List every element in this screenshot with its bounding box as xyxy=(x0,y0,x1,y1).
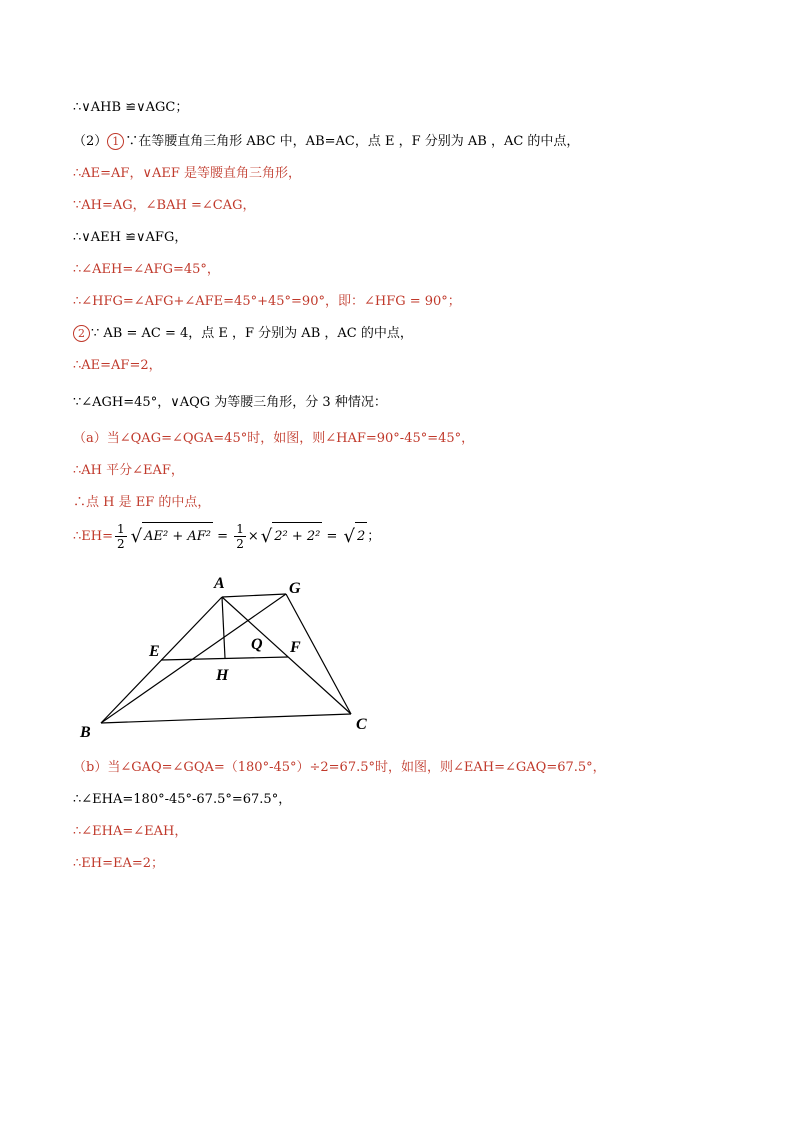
label-H: H xyxy=(216,667,229,684)
line-2: （2） 1 ∵在等腰直角三角形 ABC 中，AB=AC，点 E ，F 分别为 AB ，AC 的中点， xyxy=(73,134,580,149)
line-18: ∴EH=EA=2； xyxy=(73,856,165,871)
line-3: ∴AE=AF，∨AEF 是等腰直角三角形， xyxy=(73,166,301,181)
segment-BG xyxy=(101,594,286,723)
line-8: 2 ∵ AB = AC = 4，点 E ，F 分别为 AB ，AC 的中点， xyxy=(73,324,413,344)
radical-sign: √ xyxy=(260,525,273,547)
label-B: B xyxy=(80,724,91,741)
line-7: ∴∠HFG=∠AFG+∠AFE=45°+45°=90°，即：∠HFG = 90°； xyxy=(73,294,461,309)
line-12: ∴AH 平分∠EAF， xyxy=(73,463,184,478)
line-5: ∴∨AEH ≌∨AFG， xyxy=(73,230,188,245)
segment-AH xyxy=(222,597,225,658)
label-C: C xyxy=(356,716,367,733)
line-6: ∴∠AEH=∠AFG=45°， xyxy=(73,262,220,277)
line-13: ∴点 H 是 EF 的中点， xyxy=(73,495,211,510)
label-G: G xyxy=(289,580,301,597)
label-A: A xyxy=(214,575,225,592)
figure-lines xyxy=(101,594,351,723)
radical-sign: √ xyxy=(343,525,356,547)
radical-sign: √ xyxy=(130,525,143,547)
label-E: E xyxy=(149,643,160,660)
segment-AC xyxy=(222,597,351,714)
line-17: ∴∠EHA=∠EAH， xyxy=(73,824,188,839)
line-16: ∴∠EHA=180°-45°-67.5°=67.5°， xyxy=(73,792,292,807)
label-Q: Q xyxy=(251,636,263,653)
label-F: F xyxy=(290,639,301,656)
segment-BC xyxy=(101,714,351,723)
circled-number: 1 xyxy=(107,133,124,150)
line-4: ∵AH=AG，∠BAH =∠CAG， xyxy=(73,198,256,213)
line-9: ∴AE=AF=2， xyxy=(73,358,162,373)
fraction-half-2: $\frac{1}{2}$ xyxy=(236,522,244,551)
segment-AG xyxy=(222,594,286,597)
formula-line: ∴EH= $\frac{1}{2}$ √ AE² + AF² = $\frac{1}{2}$ × √ 2² + 2² = √ 2 ； xyxy=(73,522,381,551)
line-11: （a）当∠QAG=∠QGA=45°时，如图，则∠HAF=90°-45°=45°， xyxy=(73,431,475,446)
fraction-half: $\frac{1}{2}$ xyxy=(117,522,125,551)
line-10: ∵∠AGH=45°，∨AQG 为等腰三角形，分 3 种情况： xyxy=(73,395,387,410)
circled-number: 2 xyxy=(73,325,90,342)
line-15: （b）当∠GAQ=∠GQA=（180°-45°）÷2=67.5°时，如图，则∠EAH=∠GAQ=67.5°， xyxy=(73,760,606,775)
line-1: ∴∨AHB ≌∨AGC； xyxy=(73,100,189,115)
